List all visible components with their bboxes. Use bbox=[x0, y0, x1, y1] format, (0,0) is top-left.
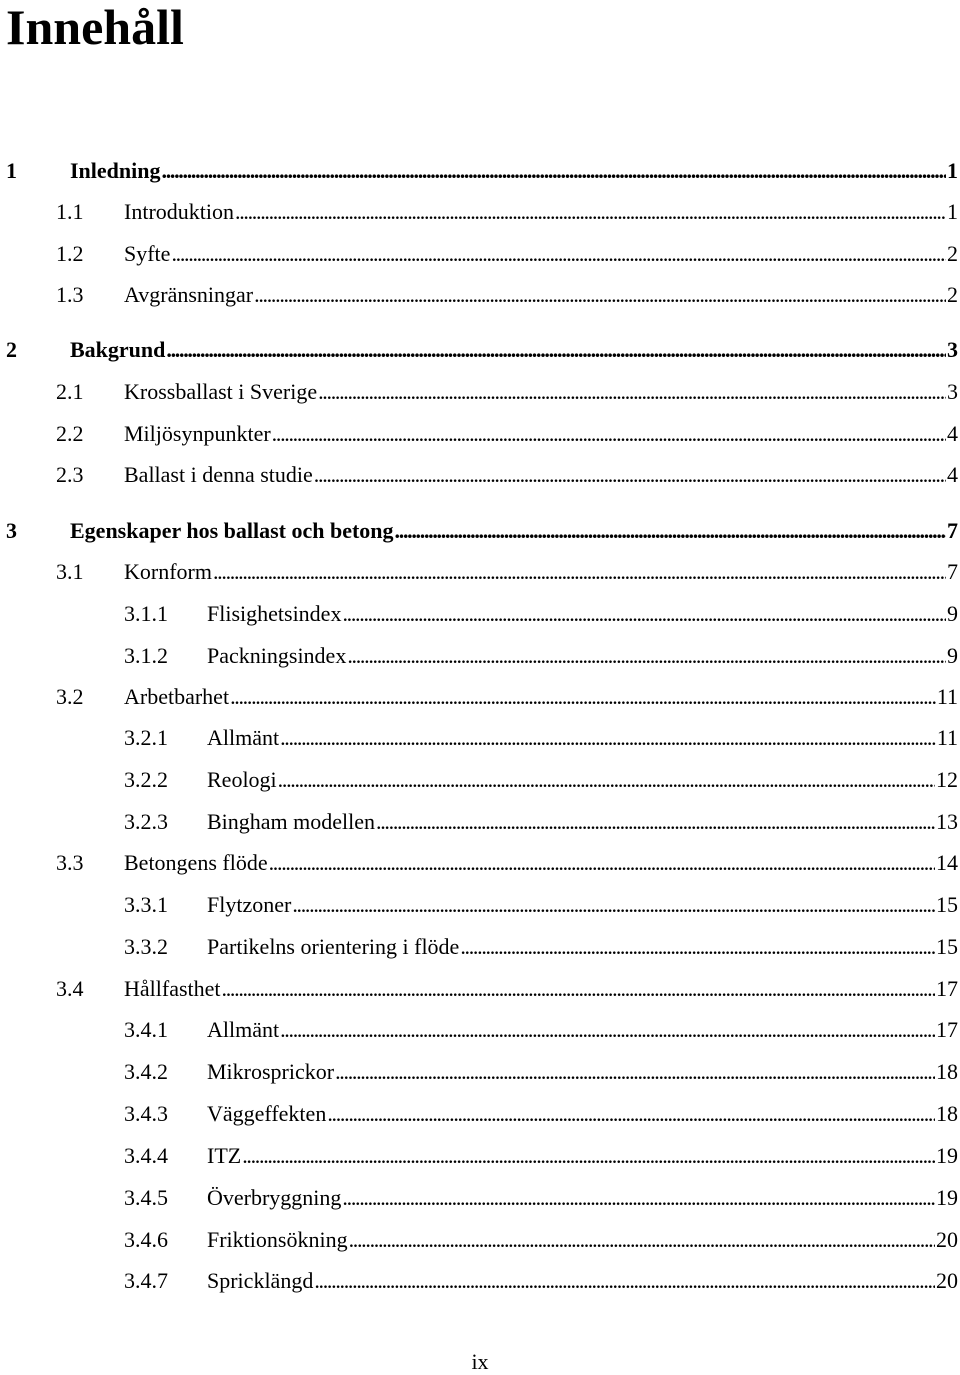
toc-entry-page: 18 bbox=[936, 1059, 958, 1084]
toc-entry-page: 13 bbox=[936, 809, 958, 834]
toc-entry[interactable] bbox=[0, 723, 960, 753]
dot-leader bbox=[171, 239, 946, 269]
toc-entry-page: 19 bbox=[936, 1143, 958, 1168]
toc-entry-number: 3.3 bbox=[56, 850, 84, 875]
toc-entry-page: 20 bbox=[936, 1227, 958, 1252]
toc-entry-title: Egenskaper hos ballast och betong bbox=[70, 518, 394, 543]
toc-entry-title: Hållfasthet bbox=[124, 976, 221, 1001]
toc-entry-title: Miljösynpunkter bbox=[124, 421, 271, 446]
toc-entry-number: 1.3 bbox=[56, 282, 84, 307]
toc-entry-title: ITZ bbox=[207, 1143, 242, 1168]
dot-leader bbox=[314, 460, 946, 490]
toc-entry[interactable] bbox=[0, 1266, 960, 1296]
toc-entry[interactable] bbox=[0, 239, 960, 269]
toc-entry-number: 3.3.2 bbox=[124, 934, 168, 959]
dot-leader bbox=[292, 890, 935, 920]
dot-leader bbox=[235, 197, 946, 227]
dot-leader bbox=[327, 1099, 935, 1129]
toc-entry[interactable] bbox=[0, 335, 960, 365]
toc-entry-title: Bakgrund bbox=[70, 337, 166, 362]
toc-entry-title: Allmänt bbox=[207, 725, 280, 750]
toc-entry[interactable] bbox=[0, 890, 960, 920]
toc-entry-page: 9 bbox=[947, 601, 958, 626]
toc-entry-title: Bingham modellen bbox=[207, 809, 376, 834]
toc-entry[interactable] bbox=[0, 557, 960, 587]
dot-leader bbox=[166, 335, 946, 365]
toc-entry-number: 3.1.2 bbox=[124, 643, 168, 668]
toc-entry-number: 3.1 bbox=[56, 559, 84, 584]
toc-entry-page: 7 bbox=[947, 518, 958, 543]
toc-entry-number: 1.1 bbox=[56, 199, 84, 224]
dot-leader bbox=[222, 974, 935, 1004]
dot-leader bbox=[269, 848, 935, 878]
toc-entry[interactable] bbox=[0, 516, 960, 546]
toc-entry-title: Friktionsökning bbox=[207, 1227, 348, 1252]
dot-leader bbox=[242, 1141, 935, 1171]
dot-leader bbox=[347, 641, 946, 671]
toc-entry-page: 4 bbox=[947, 462, 958, 487]
dot-leader bbox=[213, 557, 946, 587]
toc-entry-number: 3.4.3 bbox=[124, 1101, 168, 1126]
toc-entry-title: Krossballast i Sverige bbox=[124, 379, 318, 404]
toc-entry-title: Introduktion bbox=[124, 199, 234, 224]
toc-entry-number: 3.4.4 bbox=[124, 1143, 168, 1168]
toc-entry-title: Spricklängd bbox=[207, 1268, 314, 1293]
dot-leader bbox=[349, 1225, 935, 1255]
toc-entry-title: Ballast i denna studie bbox=[124, 462, 313, 487]
toc-entry-number: 3.2.3 bbox=[124, 809, 168, 834]
toc-entry-page: 9 bbox=[947, 643, 958, 668]
toc-entry-title: Allmänt bbox=[207, 1017, 280, 1042]
dot-leader bbox=[318, 377, 946, 407]
toc-entry-page: 19 bbox=[936, 1185, 958, 1210]
toc-entry-title: Partikelns orientering i flöde bbox=[207, 934, 460, 959]
dot-leader bbox=[272, 419, 946, 449]
toc-entry-page: 2 bbox=[947, 241, 958, 266]
toc-entry[interactable] bbox=[0, 932, 960, 962]
toc-entry-title: Mikrosprickor bbox=[207, 1059, 335, 1084]
page-number: ix bbox=[471, 1349, 489, 1374]
dot-leader bbox=[395, 516, 946, 546]
dot-leader bbox=[376, 807, 935, 837]
dot-leader bbox=[342, 1183, 935, 1213]
toc-entry-page: 11 bbox=[936, 684, 958, 709]
toc-entry-number: 2 bbox=[6, 337, 17, 362]
toc-entry-page: 2 bbox=[947, 282, 958, 307]
toc-entry-number: 3.4 bbox=[56, 976, 84, 1001]
toc-entry[interactable] bbox=[0, 1057, 960, 1087]
toc-entry[interactable] bbox=[0, 377, 960, 407]
toc-entry-title: Arbetbarhet bbox=[124, 684, 230, 709]
toc-entry-number: 2.3 bbox=[56, 462, 84, 487]
toc-entry-number: 3.4.1 bbox=[124, 1017, 168, 1042]
page-title: Innehåll bbox=[6, 0, 184, 55]
toc-entry-number: 3.2 bbox=[56, 684, 84, 709]
dot-leader bbox=[280, 1015, 935, 1045]
toc-entry-title: Reologi bbox=[207, 767, 277, 792]
toc-entry[interactable] bbox=[0, 848, 960, 878]
dot-leader bbox=[278, 765, 935, 795]
toc-entry-page: 7 bbox=[947, 559, 958, 584]
toc-entry[interactable] bbox=[0, 1141, 960, 1171]
toc-entry-title: Flisighetsindex bbox=[207, 601, 342, 626]
toc-entry[interactable] bbox=[0, 682, 960, 712]
toc-entry-page: 3 bbox=[947, 379, 958, 404]
toc-entry[interactable] bbox=[0, 156, 960, 186]
toc-entry[interactable] bbox=[0, 1099, 960, 1129]
dot-leader bbox=[314, 1266, 935, 1296]
toc-entry-number: 3.1.1 bbox=[124, 601, 168, 626]
toc-entry-page: 15 bbox=[936, 934, 958, 959]
toc-entry-page: 1 bbox=[947, 199, 958, 224]
dot-leader bbox=[162, 156, 947, 186]
toc-entry-number: 1 bbox=[6, 158, 17, 183]
toc-entry-number: 3.4.2 bbox=[124, 1059, 168, 1084]
toc-entry[interactable] bbox=[0, 197, 960, 227]
toc-entry-page: 4 bbox=[947, 421, 958, 446]
dot-leader bbox=[254, 280, 946, 310]
toc-entry-title: Kornform bbox=[124, 559, 212, 584]
toc-entry[interactable] bbox=[0, 807, 960, 837]
toc-entry-number: 3.4.5 bbox=[124, 1185, 168, 1210]
toc-entry-number: 3.2.2 bbox=[124, 767, 168, 792]
toc-entry-number: 3.4.6 bbox=[124, 1227, 168, 1252]
toc-entry[interactable] bbox=[0, 1183, 960, 1213]
dot-leader bbox=[230, 682, 936, 712]
toc-entry-title: Packningsindex bbox=[207, 643, 347, 668]
toc-entry[interactable] bbox=[0, 599, 960, 629]
toc-entry-number: 3 bbox=[6, 518, 17, 543]
toc-entry-title: Syfte bbox=[124, 241, 171, 266]
toc-entry-page: 20 bbox=[936, 1268, 958, 1293]
toc-entry-number: 1.2 bbox=[56, 241, 84, 266]
toc-entry-page: 11 bbox=[936, 725, 958, 750]
toc-entry[interactable] bbox=[0, 1225, 960, 1255]
toc-entry-title: Flytzoner bbox=[207, 892, 292, 917]
toc-entry-number: 2.2 bbox=[56, 421, 84, 446]
toc-entry-number: 2.1 bbox=[56, 379, 84, 404]
toc-entry[interactable] bbox=[0, 460, 960, 490]
toc-entry[interactable] bbox=[0, 419, 960, 449]
toc-entry-page: 18 bbox=[936, 1101, 958, 1126]
dot-leader bbox=[342, 599, 946, 629]
dot-leader bbox=[335, 1057, 935, 1087]
toc-entry-page: 3 bbox=[947, 337, 958, 362]
toc-entry[interactable] bbox=[0, 1015, 960, 1045]
toc-entry-page: 17 bbox=[936, 976, 958, 1001]
dot-leader bbox=[280, 723, 936, 753]
toc-entry-number: 3.2.1 bbox=[124, 725, 168, 750]
toc-entry-page: 12 bbox=[936, 767, 958, 792]
toc-entry-page: 14 bbox=[936, 850, 958, 875]
toc-entry-title: Betongens flöde bbox=[124, 850, 268, 875]
toc-entry-page: 17 bbox=[936, 1017, 958, 1042]
toc-entry-title: Inledning bbox=[70, 158, 161, 183]
toc-entry-title: Väggeffekten bbox=[207, 1101, 327, 1126]
toc-entry[interactable] bbox=[0, 765, 960, 795]
dot-leader bbox=[460, 932, 935, 962]
toc-entry-number: 3.3.1 bbox=[124, 892, 168, 917]
toc-entry-title: Överbryggning bbox=[207, 1185, 342, 1210]
toc-entry-title: Avgränsningar bbox=[124, 282, 254, 307]
toc-entry[interactable] bbox=[0, 280, 960, 310]
toc-entry-number: 3.4.7 bbox=[124, 1268, 168, 1293]
toc-entry[interactable] bbox=[0, 974, 960, 1004]
toc-entry[interactable] bbox=[0, 641, 960, 671]
toc-entry-page: 1 bbox=[947, 158, 958, 183]
toc-entry-page: 15 bbox=[936, 892, 958, 917]
